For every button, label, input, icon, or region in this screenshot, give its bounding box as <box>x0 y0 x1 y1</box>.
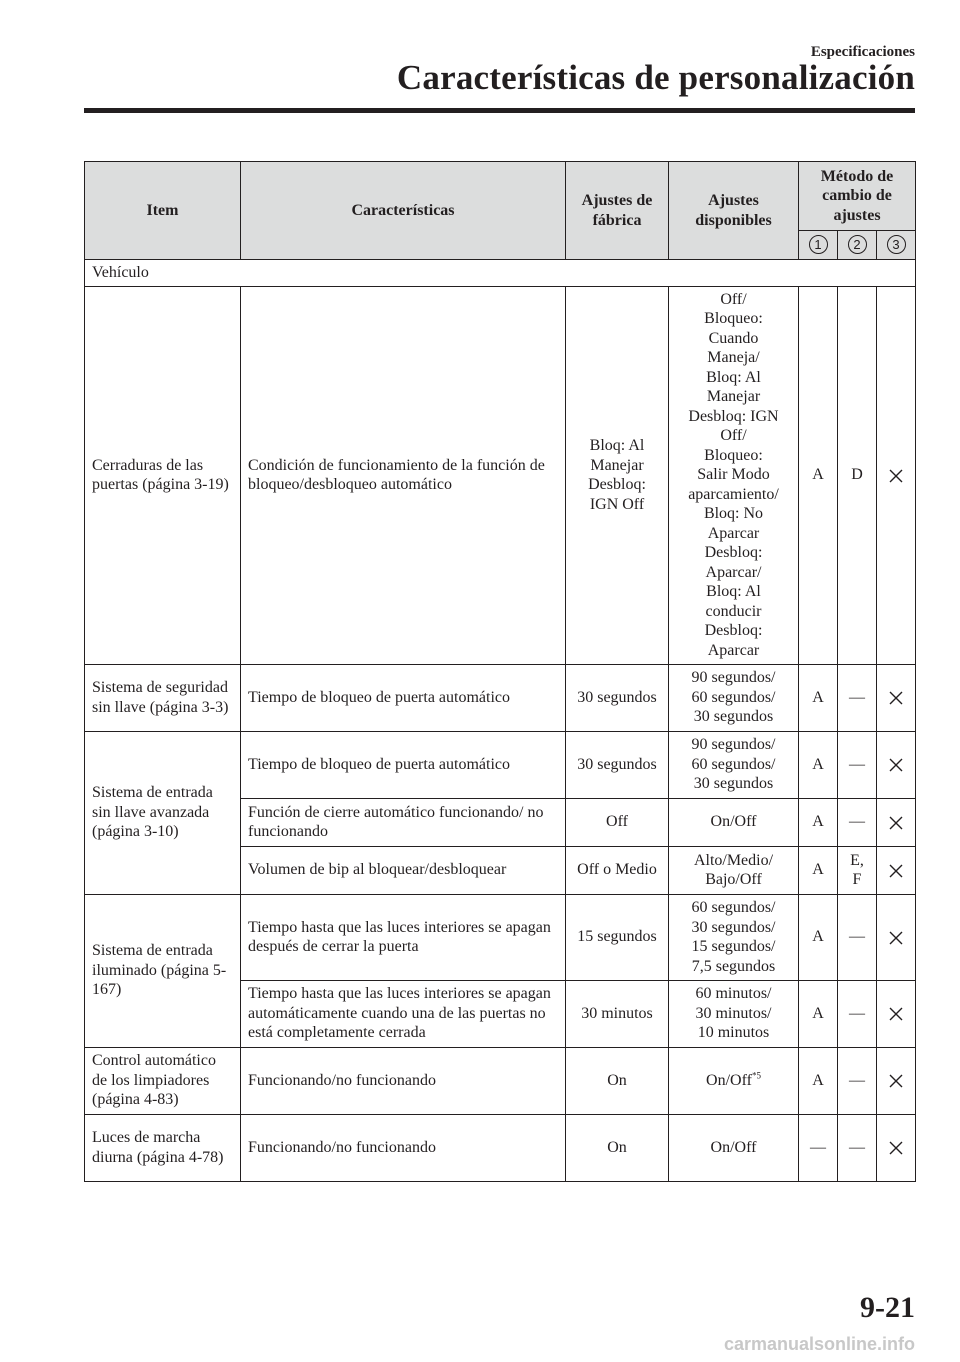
method-3-cell <box>877 731 916 798</box>
circled-number-1: 1 <box>809 235 828 254</box>
factory-cell <box>566 846 669 894</box>
table-row <box>85 286 916 664</box>
factory-cell <box>566 286 669 664</box>
available-value: On/Off <box>710 1138 757 1156</box>
available-cell <box>669 1047 799 1114</box>
method-1-cell: A <box>799 846 838 894</box>
item-cell: Sistema de entrada sin llave avanzada (página 3-10) <box>85 731 241 894</box>
col-header-factory: Ajustes de fábrica <box>566 162 669 260</box>
feature-cell: Tiempo de bloqueo de puerta automático <box>241 731 566 798</box>
feature-cell: Función de cierre automático funcionando/ no funcionando <box>241 798 566 846</box>
feature-cell: Tiempo hasta que las luces interiores se apagan automáticamente cuando una de las puertas no está completamente cerrada <box>241 980 566 1047</box>
method-2-cell: — <box>838 894 877 980</box>
method-1-cell: A <box>799 731 838 798</box>
item-cell: Cerraduras de las puertas (página 3-19) <box>85 286 241 664</box>
factory-value: 30 segundos <box>577 688 657 706</box>
feature-cell: Condición de funcionamiento de la función de bloqueo/desbloqueo automático <box>241 286 566 664</box>
table-row <box>85 731 916 798</box>
circled-number-3: 3 <box>887 235 906 254</box>
method-3-cell <box>877 798 916 846</box>
method-2-cell <box>838 846 877 894</box>
col-header-available: Ajustes disponibles <box>669 162 799 260</box>
table-row <box>85 664 916 731</box>
factory-value: Bloq: Al Manejar Desbloq: IGN Off <box>588 437 646 513</box>
header-row <box>85 162 916 231</box>
page-title: Características de personalización <box>396 58 915 97</box>
method-2-cell: — <box>838 731 877 798</box>
available-value: Alto/Medio/ Bajo/Off <box>693 851 774 888</box>
available-cell <box>669 846 799 894</box>
section-title: Vehículo <box>85 260 916 287</box>
method-2-cell: — <box>838 664 877 731</box>
available-value: Off/ Bloqueo: Cuando Maneja/ Bloq: Al Manejar Desbloq: IGN Off/ Bloqueo: Salir Modo aparcamiento/ Bloq: No Aparcar Desbloq: Aparcar/ Bloq: Al conducir Desbloq: Aparcar <box>688 290 779 659</box>
available-cell <box>669 980 799 1047</box>
method-1-cell: A <box>799 1047 838 1114</box>
method-col-3 <box>877 231 916 260</box>
method-3-cell <box>877 1047 916 1114</box>
method-2-cell: D <box>838 286 877 664</box>
available-cell <box>669 798 799 846</box>
factory-cell <box>566 894 669 980</box>
factory-value: On <box>607 1138 627 1156</box>
method-1-cell: A <box>799 286 838 664</box>
feature-cell: Funcionando/no funcionando <box>241 1114 566 1181</box>
method-1-cell: A <box>799 664 838 731</box>
cross-icon <box>888 930 904 946</box>
available-cell <box>669 286 799 664</box>
cross-icon <box>888 1140 904 1156</box>
cross-icon <box>888 1073 904 1089</box>
factory-value: 30 segundos <box>577 755 657 773</box>
available-cell <box>669 731 799 798</box>
cross-icon <box>888 863 904 879</box>
available-value: On/Off <box>710 813 757 831</box>
section-row <box>85 260 916 287</box>
cross-icon <box>888 757 904 773</box>
item-cell: Sistema de seguridad sin llave (página 3-3) <box>85 664 241 731</box>
col-header-method: Método de cambio de ajustes <box>799 162 916 231</box>
header-rule <box>84 108 915 113</box>
feature-cell: Tiempo de bloqueo de puerta automático <box>241 664 566 731</box>
page-number: 9-21 <box>860 1291 915 1324</box>
factory-cell <box>566 1114 669 1181</box>
cross-icon <box>888 1006 904 1022</box>
feature-cell: Tiempo hasta que las luces interiores se apagan después de cerrar la puerta <box>241 894 566 980</box>
circled-number-2: 2 <box>848 235 867 254</box>
available-value: 60 minutos/ 30 minutos/ 10 minutos <box>695 985 772 1042</box>
col-header-item: Item <box>85 162 241 260</box>
factory-value: On <box>607 1071 627 1089</box>
table-row <box>85 1047 916 1114</box>
method-1-cell: — <box>799 1114 838 1181</box>
factory-cell <box>566 1047 669 1114</box>
feature-cell: Volumen de bip al bloquear/desbloquear <box>241 846 566 894</box>
available-value: On/Off <box>706 1071 752 1089</box>
factory-value: Off <box>606 813 628 831</box>
factory-cell <box>566 731 669 798</box>
item-cell: Control automático de los limpiadores (página 4-83) <box>85 1047 241 1114</box>
method-2-cell: — <box>838 1114 877 1181</box>
factory-value: 15 segundos <box>577 928 657 946</box>
customization-table <box>84 161 916 1182</box>
factory-value: Off o Medio <box>577 861 657 879</box>
method-3-cell <box>877 1114 916 1181</box>
factory-value: 30 minutos <box>581 1004 653 1022</box>
method-2-cell: — <box>838 980 877 1047</box>
available-cell <box>669 1114 799 1181</box>
method-1-cell: A <box>799 980 838 1047</box>
factory-cell <box>566 664 669 731</box>
item-cell: Sistema de entrada iluminado (página 5-167) <box>85 894 241 1047</box>
method-2-value: E, F <box>850 851 864 888</box>
table-row <box>85 1114 916 1181</box>
col-header-features: Características <box>241 162 566 260</box>
method-3-cell <box>877 980 916 1047</box>
cross-icon <box>888 468 904 484</box>
section-label: Especificaciones <box>810 44 915 60</box>
method-2-cell: — <box>838 798 877 846</box>
available-cell <box>669 894 799 980</box>
method-1-cell: A <box>799 798 838 846</box>
available-value: 90 segundos/ 60 segundos/ 30 segundos <box>691 736 776 793</box>
available-value: 60 segundos/ 30 segundos/ 15 segundos/ 7,5 segundos <box>691 899 776 975</box>
method-3-cell <box>877 894 916 980</box>
method-2-cell: — <box>838 1047 877 1114</box>
method-col-2 <box>838 231 877 260</box>
method-col-1 <box>799 231 838 260</box>
available-cell <box>669 664 799 731</box>
watermark: carmanualsonline.info <box>723 1334 915 1354</box>
factory-cell <box>566 798 669 846</box>
cross-icon <box>888 690 904 706</box>
method-3-cell <box>877 286 916 664</box>
feature-cell: Funcionando/no funcionando <box>241 1047 566 1114</box>
factory-cell <box>566 980 669 1047</box>
table-row <box>85 894 916 980</box>
cross-icon <box>888 815 904 831</box>
item-cell: Luces de marcha diurna (página 4-78) <box>85 1114 241 1181</box>
method-3-cell <box>877 664 916 731</box>
available-value: 90 segundos/ 60 segundos/ 30 segundos <box>691 669 776 726</box>
method-3-cell <box>877 846 916 894</box>
footnote-marker: *5 <box>751 1070 761 1081</box>
method-1-cell: A <box>799 894 838 980</box>
